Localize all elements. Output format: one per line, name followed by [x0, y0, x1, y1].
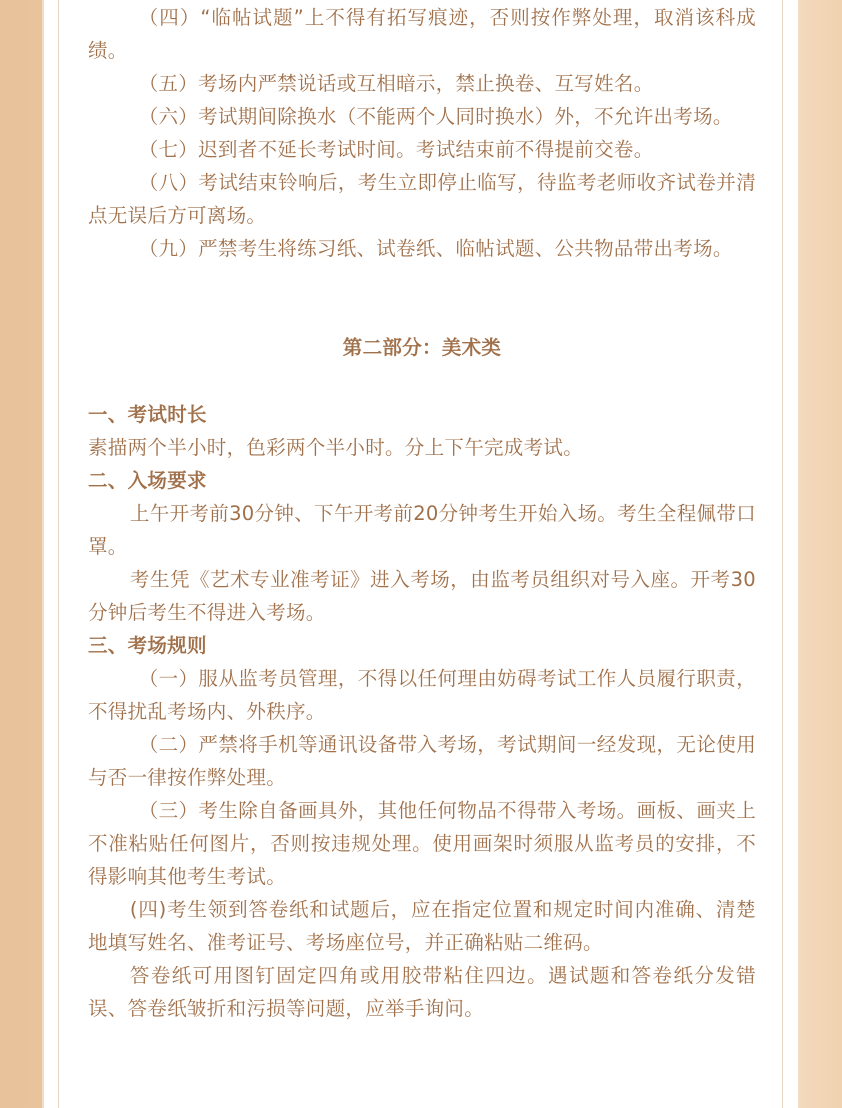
rule-item: （六）考试期间除换水（不能两个人同时换水）外，不允许出考场。 — [138, 105, 733, 128]
paragraph: 素描两个半小时，色彩两个半小时。分上下午完成考试。 — [88, 436, 584, 459]
paragraph: 考生凭《艺术专业准考证》进入考场，由监考员组织对号入座。开考30分钟后考生不得进入考场。 — [88, 568, 756, 624]
paragraph: 上午开考前30分钟、下午开考前20分钟考生开始入场。考生全程佩带口罩。 — [88, 502, 756, 558]
page-border-left — [58, 0, 59, 1108]
rule-item: （一）服从监考员管理，不得以任何理由妨碍考试工作人员履行职责，不得扰乱考场内、外秩序。 — [88, 667, 756, 723]
rule-item: （二）严禁将手机等通讯设备带入考场，考试期间一经发现，无论使用与否一律按作弊处理。 — [88, 733, 756, 789]
rule-item: (四)考生领到答卷纸和试题后，应在指定位置和规定时间内准确、清楚地填写姓名、准考证号、考场座位号，并正确粘贴二维码。 — [88, 898, 756, 954]
rule-item: （九）严禁考生将练习纸、试卷纸、临帖试题、公共物品带出考场。 — [138, 237, 733, 260]
section-heading: 三、考场规则 — [88, 634, 207, 657]
rule-item: （四）“临帖试题”上不得有拓写痕迹，否则按作弊处理，取消该科成绩。 — [88, 6, 756, 62]
page-border-right — [782, 0, 783, 1108]
section-title: 第二部分：美术类 — [342, 336, 502, 359]
rule-item: （八）考试结束铃响后，考生立即停止临写，待监考老师收齐试卷并清点无误后方可离场。 — [88, 171, 756, 227]
document-content — [88, 0, 756, 1025]
rule-item: （五）考场内严禁说话或互相暗示，禁止换卷、互写姓名。 — [138, 72, 654, 95]
section-heading: 二、入场要求 — [88, 469, 207, 492]
rule-item: （七）迟到者不延长考试时间。考试结束前不得提前交卷。 — [138, 138, 654, 161]
rule-item: （三）考生除自备画具外，其他任何物品不得带入考场。画板、画夹上不准粘贴任何图片，否则按违规处理。使用画架时须服从监考员的安排，不得影响其他考生考试。 — [88, 799, 756, 888]
section-heading: 一、考试时长 — [88, 403, 207, 426]
rule-item: 答卷纸可用图钉固定四角或用胶带粘住四边。遇试题和答卷纸分发错误、答卷纸皱折和污损等问题，应举手询问。 — [88, 964, 756, 1020]
